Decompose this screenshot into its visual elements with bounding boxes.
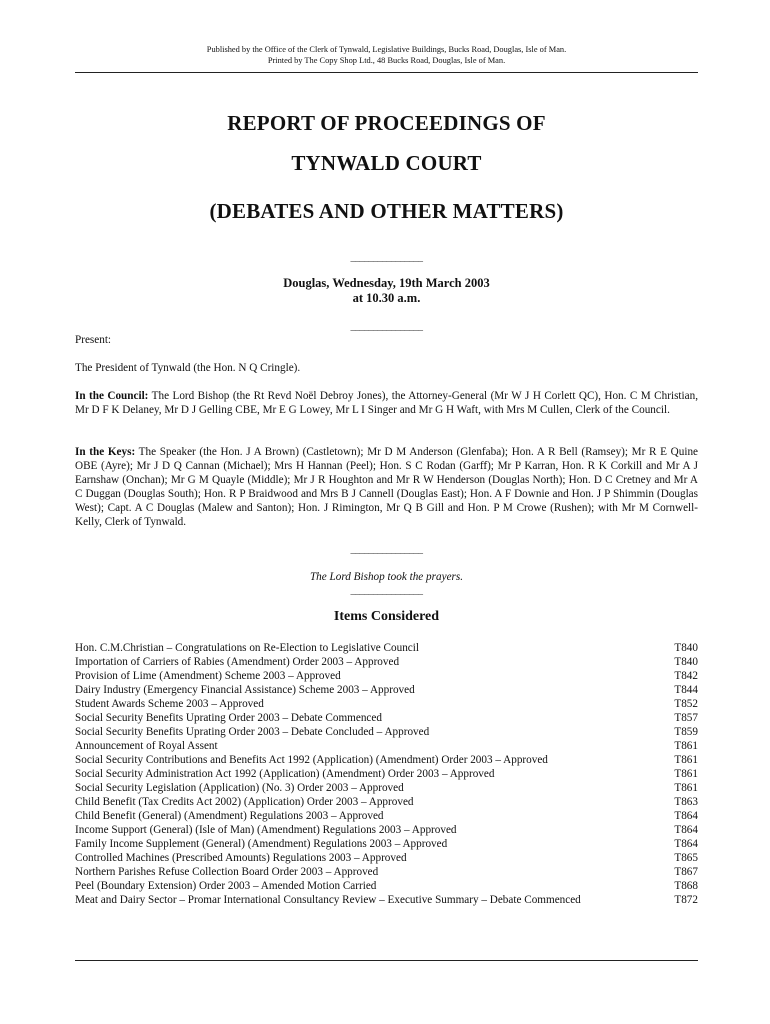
list-item: [75, 725, 698, 739]
present-label: Present:: [75, 334, 112, 346]
council-members: [75, 389, 698, 417]
item-title: Child Benefit (Tax Credits Act 2002) (Application) Order 2003 – Approved: [75, 796, 414, 808]
publication-line-2: Printed by The Copy Shop Ltd., 48 Bucks Road, Douglas, Isle of Man.: [267, 56, 506, 65]
list-item: [75, 683, 698, 697]
item-title: Northern Parishes Refuse Collection Board Order 2003 – Approved: [75, 866, 379, 878]
publication-info: [75, 44, 698, 66]
list-item: [75, 767, 698, 781]
bottom-rule: [75, 960, 698, 961]
item-title: Social Security Legislation (Application) (No. 3) Order 2003 – Approved: [75, 782, 404, 794]
separator: ________________: [350, 252, 423, 263]
time-line: at 10.30 a.m.: [352, 291, 421, 305]
item-page: T857: [674, 712, 698, 724]
keys-members: [75, 445, 698, 529]
keys-text: The Speaker (the Hon. J A Brown) (Castletown); Mr D M Anderson (Glenfaba); Hon. A R Bell (Ramsey); Mr R E Quine OBE (Ayre); Mr J D Q Cannan (Michael); Mrs H Hannan (Peel); Hon. S C Rodan (Garff); Mr P Karran, Hon. R K Corkill and Mr A J Earnshaw (Onchan); Mr G M Quayle (Middle); Mr J R Houghton and Mr R W Henderson (Douglas North); Hon. D C Cretney and Mr A C Duggan (Douglas South); Hon. R P Braidwood and Mrs B J Cannell (Douglas East); Hon. A F Downie and Hon. J P Shimmin (Douglas West); Capt. A C Douglas (Malew and Santon); Hon. J Rimington, Mr Q B Gill and Hon. P M Crowe (Rushen); with Mr M Cornwell-Kelly, Clerk of Tynwald.: [75, 446, 698, 528]
item-title: Family Income Supplement (General) (Amendment) Regulations 2003 – Approved: [75, 838, 448, 850]
item-page: T861: [674, 754, 698, 766]
item-title: Social Security Benefits Uprating Order 2003 – Debate Commenced: [75, 712, 382, 724]
item-title: Announcement of Royal Assent: [75, 740, 218, 752]
list-item: [75, 851, 698, 865]
separator: ________________: [350, 321, 423, 332]
item-title: Social Security Contributions and Benefits Act 1992 (Application) (Amendment) Order 2003 – Approved: [75, 754, 548, 766]
item-page: T863: [674, 796, 698, 808]
list-item: [75, 823, 698, 837]
list-item: [75, 879, 698, 893]
item-page: T861: [674, 782, 698, 794]
item-page: T840: [674, 642, 698, 654]
item-page: T861: [674, 768, 698, 780]
item-page: T864: [674, 810, 698, 822]
list-item: [75, 795, 698, 809]
item-page: T865: [674, 852, 698, 864]
top-rule: [75, 72, 698, 73]
item-title: Meat and Dairy Sector – Promar International Consultancy Review – Executive Summary – Debate Commenced: [75, 894, 581, 906]
item-page: T852: [674, 698, 698, 710]
item-page: T861: [674, 740, 698, 752]
item-title: Importation of Carriers of Rabies (Amendment) Order 2003 – Approved: [75, 656, 400, 668]
publication-line-1: Published by the Office of the Clerk of Tynwald, Legislative Buildings, Bucks Road, Douglas, Isle of Man.: [206, 45, 567, 54]
list-item: [75, 753, 698, 767]
list-item: [75, 655, 698, 669]
list-item: [75, 837, 698, 851]
title-line-2: TYNWALD COURT: [291, 151, 482, 175]
items-list: [75, 641, 698, 907]
item-title: Child Benefit (General) (Amendment) Regulations 2003 – Approved: [75, 810, 384, 822]
list-item: [75, 697, 698, 711]
separator: ________________: [350, 544, 423, 555]
item-title: Hon. C.M.Christian – Congratulations on Re-Election to Legislative Council: [75, 642, 419, 654]
title-line-1: REPORT OF PROCEEDINGS OF: [227, 111, 546, 135]
keys-label: In the Keys:: [75, 446, 136, 458]
list-item: [75, 711, 698, 725]
item-title: Social Security Administration Act 1992 (Application) (Amendment) Order 2003 – Approved: [75, 768, 495, 780]
date-line: Douglas, Wednesday, 19th March 2003: [283, 276, 490, 290]
item-page: T868: [674, 880, 698, 892]
title-line-3: (DEBATES AND OTHER MATTERS): [209, 199, 564, 223]
item-page: T859: [674, 726, 698, 738]
list-item: [75, 669, 698, 683]
list-item: [75, 781, 698, 795]
prayers-line: The Lord Bishop took the prayers.: [309, 571, 464, 583]
council-text: The Lord Bishop (the Rt Revd Noël Debroy Jones), the Attorney-General (Mr W J H Corlett QC), Hon. C M Christian, Mr D F K Delaney, Mr D J Gelling CBE, Mr E G Lowey, Mr L I Singer and Mr G H Waft, with Mrs M Cullen, Clerk of the Council.: [75, 390, 698, 416]
item-page: T867: [674, 866, 698, 878]
item-title: Provision of Lime (Amendment) Scheme 2003 – Approved: [75, 670, 341, 682]
item-page: T840: [674, 656, 698, 668]
item-page: T872: [674, 894, 698, 906]
president-line: The President of Tynwald (the Hon. N Q Cringle).: [75, 362, 301, 374]
date-block: [75, 276, 698, 306]
item-page: T844: [674, 684, 698, 696]
list-item: [75, 809, 698, 823]
item-page: T864: [674, 824, 698, 836]
item-title: Student Awards Scheme 2003 – Approved: [75, 698, 264, 710]
separator: ________________: [350, 585, 423, 596]
council-label: In the Council:: [75, 390, 149, 402]
item-page: T842: [674, 670, 698, 682]
item-title: Dairy Industry (Emergency Financial Assistance) Scheme 2003 – Approved: [75, 684, 415, 696]
items-heading: Items Considered: [333, 609, 440, 624]
item-title: Peel (Boundary Extension) Order 2003 – Amended Motion Carried: [75, 880, 377, 892]
list-item: [75, 865, 698, 879]
item-title: Income Support (General) (Isle of Man) (Amendment) Regulations 2003 – Approved: [75, 824, 457, 836]
item-page: T864: [674, 838, 698, 850]
item-title: Controlled Machines (Prescribed Amounts) Regulations 2003 – Approved: [75, 852, 407, 864]
item-title: Social Security Benefits Uprating Order 2003 – Debate Concluded – Approved: [75, 726, 430, 738]
list-item: [75, 641, 698, 655]
list-item: [75, 739, 698, 753]
list-item: [75, 893, 698, 907]
